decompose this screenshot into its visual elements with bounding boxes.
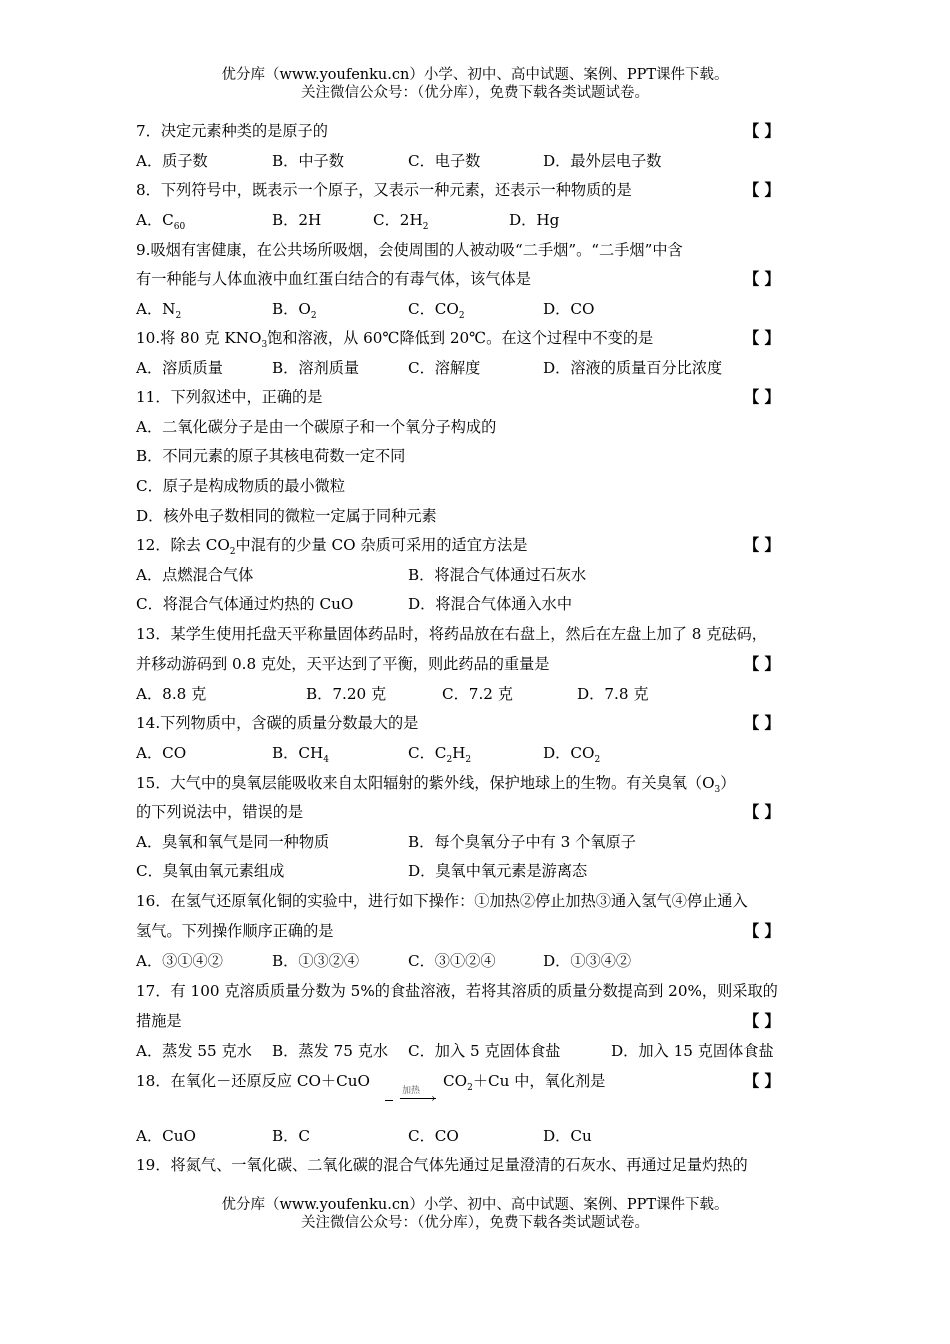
q8-option-c: C．$2H_2$ — [373, 211, 429, 233]
q18-option-b: B．C — [272, 1127, 310, 1145]
answer-bracket: 【 】 — [744, 122, 780, 140]
q11-option-c: C．原子是构成物质的最小微粒 — [136, 477, 346, 495]
q12-option-b: B．将混合气体通过石灰水 — [408, 566, 587, 584]
q9-option-d: D．CO — [543, 300, 595, 318]
question-13-stem-line-1: 13．某学生使用托盘天平称量固体药品时，将药品放在右盘上，然后在左盘上加了 8 克砝码， — [136, 625, 767, 643]
q7-option-c: C．电子数 — [408, 152, 481, 170]
arrow-dash — [385, 1100, 393, 1101]
q8-option-a: A．$C_{60}$ — [136, 211, 186, 233]
header-line-2: 关注微信公众号：（优分库），免费下载各类试题试卷。 — [301, 85, 649, 101]
q15-option-b: B．每个臭氧分子中有 3 个氧原子 — [408, 833, 636, 851]
answer-bracket: 【 】 — [744, 536, 780, 554]
question-18-stem-rhs: $CO_2+Cu$ 中，氧化剂是 — [443, 1072, 606, 1094]
question-17-stem-line-2: 措施是 — [136, 1012, 182, 1030]
answer-bracket: 【 】 — [744, 922, 780, 940]
question-13-stem-line-2: 并移动游码到 0.8 克处，天平达到了平衡，则此药品的重量是 — [136, 655, 550, 673]
q17-option-a: A．蒸发 55 克水 — [136, 1042, 252, 1060]
question-7-stem: 7．决定元素种类的是原子的 — [136, 122, 328, 140]
question-10-stem: 10.将 80 克 $KNO_3$饱和溶液，从 60℃降低到 20℃。在这个过程中不变的是 — [136, 329, 654, 351]
answer-bracket: 【 】 — [744, 329, 780, 347]
question-15-stem-line-2: 的下列说法中，错误的是 — [136, 803, 304, 821]
q8-option-b: B．2H — [272, 211, 322, 229]
q16-option-a: A．③①④② — [136, 952, 223, 970]
q10-option-a: A．溶质质量 — [136, 359, 223, 377]
answer-bracket: 【 】 — [744, 1012, 780, 1030]
question-14-stem: 14.下列物质中，含碳的质量分数最大的是 — [136, 714, 419, 732]
q18-option-d: D．Cu — [543, 1127, 592, 1145]
q13-option-d: D．7.8 克 — [577, 685, 649, 703]
q9-option-a: A．$N_2$ — [136, 300, 182, 322]
q11-option-a: A．二氧化碳分子是由一个碳原子和一个氧分子构成的 — [136, 418, 497, 436]
answer-bracket: 【 】 — [744, 803, 780, 821]
question-9-stem-line-2: 有一种能与人体血液中血红蛋白结合的有毒气体，该气体是 — [136, 270, 531, 288]
q13-option-a: A．8.8 克 — [136, 685, 207, 703]
answer-bracket: 【 】 — [744, 388, 780, 406]
q17-option-b: B．蒸发 75 克水 — [272, 1042, 389, 1060]
question-17-stem-line-1: 17．有 100 克溶质质量分数为 5%的食盐溶液，若将其溶质的质量分数提高到 20%，则采取的 — [136, 982, 778, 1000]
q15-option-c: C．臭氧由氧元素组成 — [136, 862, 285, 880]
q14-option-d: D．$CO_2$ — [543, 744, 601, 766]
q11-option-b: B．不同元素的原子其核电荷数一定不同 — [136, 447, 406, 465]
q13-option-c: C．7.2 克 — [442, 685, 513, 703]
q17-option-d: D．加入 15 克固体食盐 — [611, 1042, 774, 1060]
q14-option-c: C．$C_2H_2$ — [408, 744, 472, 766]
footer-line-1: 优分库（www.youfenku.cn）小学、初中、高中试题、案例、PPT课件下载。 — [221, 1197, 729, 1213]
q17-option-c: C．加入 5 克固体食盐 — [408, 1042, 561, 1060]
q11-option-d: D．核外电子数相同的微粒一定属于同种元素 — [136, 507, 437, 525]
answer-bracket: 【 】 — [744, 181, 780, 199]
q15-option-d: D．臭氧中氧元素是游离态 — [408, 862, 588, 880]
q7-option-a: A．质子数 — [136, 152, 208, 170]
q16-option-d: D．①③④② — [543, 952, 632, 970]
answer-bracket: 【 】 — [744, 1072, 780, 1090]
answer-bracket: 【 】 — [744, 270, 780, 288]
arrowhead-icon: › — [431, 1091, 436, 1105]
arrow-heat-label: 加热 — [402, 1086, 421, 1096]
q10-option-b: B．溶剂质量 — [272, 359, 360, 377]
q10-option-c: C．溶解度 — [408, 359, 481, 377]
q12-option-c: C．将混合气体通过灼热的 CuO — [136, 595, 354, 613]
q15-option-a: A．臭氧和氧气是同一种物质 — [136, 833, 330, 851]
question-16-stem-line-1: 16．在氢气还原氧化铜的实验中，进行如下操作：①加热②停止加热③通入氢气④停止通入 — [136, 892, 748, 910]
q14-option-a: A．CO — [136, 744, 187, 762]
question-11-stem: 11．下列叙述中，正确的是 — [136, 388, 323, 406]
question-18-stem-lhs: 18．在氧化－还原反应 CO＋CuO — [136, 1072, 370, 1090]
q16-option-b: B．①③②④ — [272, 952, 360, 970]
q10-option-d: D．溶液的质量百分比浓度 — [543, 359, 723, 377]
question-15-stem-line-1: 15．大气中的臭氧层能吸收来自太阳辐射的紫外线，保护地球上的生物。有关臭氧$(O_3)$ — [136, 774, 736, 796]
q9-option-b: B．$O_2$ — [272, 300, 317, 322]
q18-option-a: A．CuO — [136, 1127, 197, 1145]
q16-option-c: C．③①②④ — [408, 952, 496, 970]
question-12-stem: 12．除去 $CO_2$中混有的少量 CO 杂质可采用的适宜方法是 — [136, 536, 528, 558]
q14-option-b: B．$CH_4$ — [272, 744, 329, 766]
question-16-stem-line-2: 氢气。下列操作顺序正确的是 — [136, 922, 334, 940]
question-19-stem-line-1: 19．将氮气、一氧化碳、二氧化碳的混合气体先通过足量澄清的石灰水、再通过足量灼热的 — [136, 1156, 748, 1174]
q13-option-b: B．7.20 克 — [306, 685, 387, 703]
answer-bracket: 【 】 — [744, 714, 780, 732]
answer-bracket: 【 】 — [744, 655, 780, 673]
header-line-1: 优分库（www.youfenku.cn）小学、初中、高中试题、案例、PPT课件下载。 — [221, 67, 729, 83]
footer-line-2: 关注微信公众号：（优分库），免费下载各类试题试卷。 — [301, 1215, 649, 1231]
q8-option-d: D．Hg — [509, 211, 560, 229]
q7-option-b: B．中子数 — [272, 152, 344, 170]
question-8-stem: 8．下列符号中，既表示一个原子，又表示一种元素，还表示一种物质的是 — [136, 181, 632, 199]
question-9-stem-line-1: 9.吸烟有害健康，在公共场所吸烟，会使周围的人被动吸“二手烟”。“二手烟”中含 — [136, 241, 683, 259]
q12-option-d: D．将混合气体通入水中 — [408, 595, 573, 613]
q12-option-a: A．点燃混合气体 — [136, 566, 254, 584]
q7-option-d: D．最外层电子数 — [543, 152, 662, 170]
q18-option-c: C．CO — [408, 1127, 459, 1145]
q9-option-c: C．$CO_2$ — [408, 300, 465, 322]
